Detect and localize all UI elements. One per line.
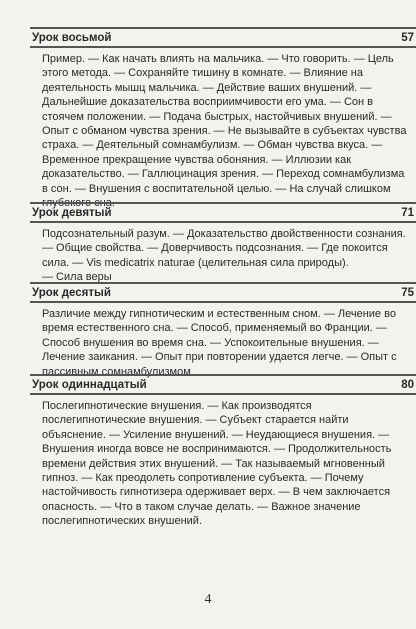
page-number: 4 (204, 592, 212, 607)
lesson-8 (30, 27, 416, 210)
lesson-header (30, 27, 416, 48)
lesson-title: Урок восьмой (32, 31, 112, 44)
lesson-11 (30, 374, 416, 529)
lesson-header (30, 374, 416, 395)
lesson-10 (30, 282, 416, 379)
lesson-title: Урок десятый (32, 286, 111, 299)
lesson-header (30, 282, 416, 303)
lesson-summary: Подсознательный разум. — Доказательство двойственности сознания. — Общие свойства. — Доверчивость подсознания. — Где покоится сила. — Vis medicatrix naturae (целительная сила природы). — Сила веры (42, 228, 406, 284)
lesson-title: Урок девятый (32, 206, 112, 219)
lesson-page-number: 80 (401, 378, 414, 391)
lesson-9 (30, 202, 416, 285)
lesson-title: Урок одиннадцатый (32, 378, 147, 391)
lesson-summary: Различие между гипнотическим и естественным сном. — Лечение во время естественного сна. — Способ, применяемый во Франции. — Способ внушения во время сна. — Успокоительные внушения. — Лечение заикания. — Опыт при повторении удается легче. — Опыт с пассивным сомнамбулизмом. (42, 308, 397, 378)
lesson-summary: Пример. — Как начать влиять на мальчика. — Что говорить. — Цель этого метода. — Сохраняйте тишину в комнате. — Влияние на деятельность мышц мальчика. — Действие ваших внушений. — Дальнейшие доказательства восприимчивости его ума. — Сон в стоячем положении. — Подача быстрых, настойчивых внушений. — Опыт с обманом чувства зрения. — Не вызывайте в субъектах чувства страха. — Деятельный сомнамбулизм. — Обман чувства вкуса. — Временное прекращение чувства обоняния. — Иллюзии как доказательство. — Галлюцинация зрения. — Переход сомнамбулизма в сон. — Внушения с воспитательной целью. — На случай слишком глубокого сна. (42, 53, 407, 210)
lesson-page-number: 75 (401, 286, 414, 299)
lesson-summary: Послегипнотические внушения. — Как производятся послегипнотические внушения. — Субъект старается найти объяснение. — Усиление внушений. — Неудающиеся внушения. — Внушения иногда вовсе не воспринимаются. — Продолжительность времени действия этих внушений. — Так называемый мгновенный гипноз. — Как преодолеть сопротивление субъекта. — Почему настойчивость гипнотизера одерживает верх. — В чем заключается опасность. — Что в таком случае делать. — Важное значение послегипнотических внушений. (42, 400, 392, 528)
lesson-page-number: 71 (401, 206, 414, 219)
lesson-page-number: 57 (401, 31, 414, 44)
lesson-header (30, 202, 416, 223)
